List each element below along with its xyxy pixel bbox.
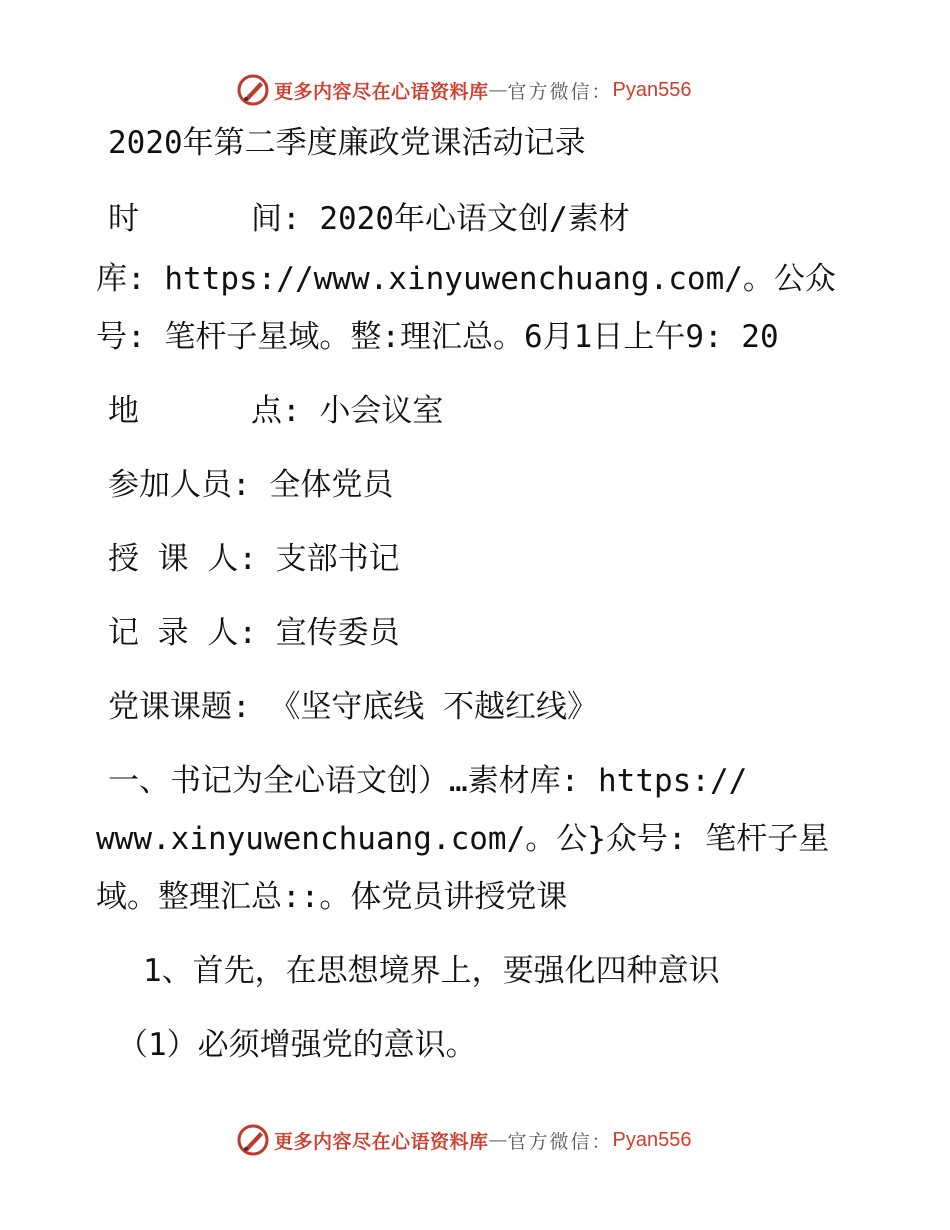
recorder-value: 宣传委员 <box>275 615 400 651</box>
topic-value: 《坚守底线 不越红线》 <box>269 689 599 725</box>
time-value-line1: 2020年心语文创/素材 <box>319 201 630 237</box>
lecturer-label: 授 课 人: <box>108 541 257 577</box>
document-title: 2020年第二季度廉政党课活动记录 <box>108 125 586 161</box>
pen-logo-icon <box>236 73 270 107</box>
section1-line3: 域。整理汇总::。体党员讲授党课 <box>96 879 568 915</box>
point1: 1、首先，在思想境界上，要强化四种意识 <box>143 953 720 989</box>
attendees-row <box>108 467 908 503</box>
section1-line1: 一、书记为全心语文创）…素材库: https:// <box>108 763 748 799</box>
subpoint1: （1）必须增强党的意识。 <box>117 1027 477 1063</box>
time-value-line2: 库: https://www.xinyuwenchuang.com/。公众 <box>96 261 836 297</box>
time-row <box>108 201 908 237</box>
header-watermark-banner <box>236 72 692 108</box>
recorder-label: 记 录 人: <box>108 615 257 651</box>
recorder-row <box>108 615 908 651</box>
time-value-line3: 号: 笔杆子星域。整:理汇总。6月1日上午9: 20 <box>96 319 779 355</box>
banner-wechat-id: Pyan556 <box>612 1128 692 1151</box>
lecturer-row <box>108 541 908 577</box>
attendees-label: 参加人员: <box>108 467 251 503</box>
lecturer-value: 支部书记 <box>275 541 400 577</box>
time-label: 时 间: <box>108 201 301 237</box>
topic-label: 党课课题: <box>108 689 251 725</box>
pen-logo-icon <box>236 1123 270 1157</box>
attendees-value: 全体党员 <box>269 467 394 503</box>
place-label: 地 点: <box>108 393 301 429</box>
topic-row <box>108 689 908 725</box>
banner-text: 更多内容尽在心语资料库 <box>274 80 489 103</box>
banner-wechat-label: 官方微信： <box>507 1130 613 1153</box>
place-row <box>108 393 908 429</box>
banner-text: 更多内容尽在心语资料库 <box>274 1130 489 1153</box>
place-value: 小会议室 <box>319 393 444 429</box>
banner-wechat-label: 官方微信： <box>507 80 613 103</box>
banner-separator: — <box>488 79 508 101</box>
section1-line2: www.xinyuwenchuang.com/。公}众号: 笔杆子星 <box>96 821 830 857</box>
banner-separator: — <box>488 1129 508 1151</box>
banner-wechat-id: Pyan556 <box>612 78 692 101</box>
footer-watermark-banner <box>236 1122 692 1158</box>
